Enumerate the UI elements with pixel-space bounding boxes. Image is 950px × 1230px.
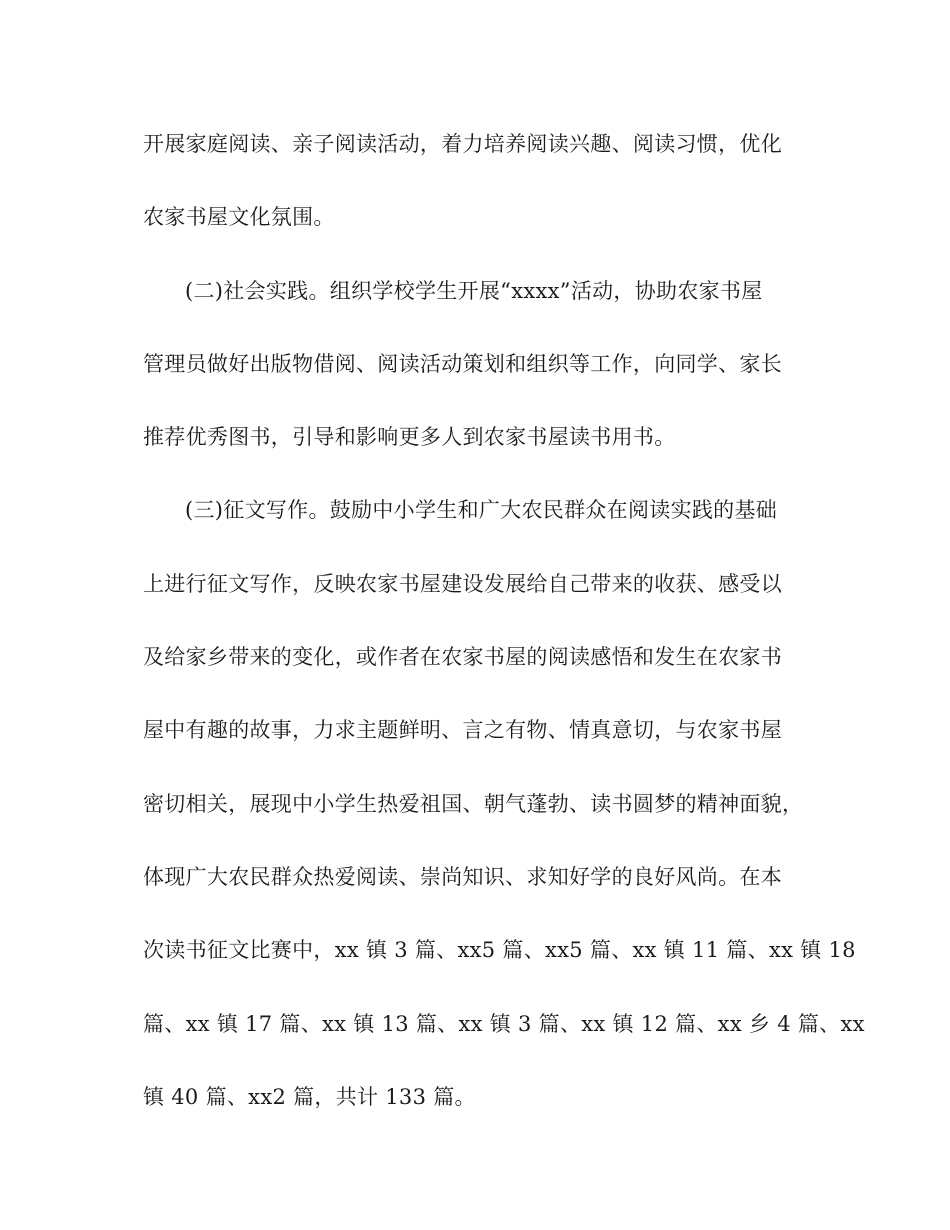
text-line: 管理员做好出版物借阅、阅读活动策划和组织等工作，向同学、家长 xyxy=(143,351,782,376)
text-line: 上进行征文写作，反映农家书屋建设发展给自己带来的收获、感受以 xyxy=(143,571,782,596)
text-line: 体现广大农民群众热爱阅读、崇尚知识、求知好学的良好风尚。在本 xyxy=(143,864,782,889)
text-line: 农家书屋文化氛围。 xyxy=(143,205,335,230)
text-line: 开展家庭阅读、亲子阅读活动，着力培养阅读兴趣、阅读习惯，优化 xyxy=(143,132,782,156)
section-heading-essay-writing: (三)征文写作。鼓励中小学生和广大农民群众在阅读实践的基础 xyxy=(185,498,778,523)
text-line: 次读书征文比赛中，xx 镇 3 篇、xx5 篇、xx5 篇、xx 镇 11 篇、xx 镇 18 xyxy=(143,938,856,963)
text-line: 密切相关，展现中小学生热爱祖国、朝气蓬勃、读书圆梦的精神面貌， xyxy=(143,791,804,816)
text-line: 推荐优秀图书，引导和影响更多人到农家书屋读书用书。 xyxy=(143,425,676,450)
text-line: 镇 40 篇、xx2 篇，共计 133 篇。 xyxy=(143,1084,476,1109)
body-text xyxy=(143,118,865,1144)
text-line: 及给家乡带来的变化，或作者在农家书屋的阅读感悟和发生在农家书 xyxy=(143,645,782,670)
section-heading-social-practice: (二)社会实践。组织学校学生开展“xxxx”活动，协助农家书屋 xyxy=(185,278,763,303)
text-line: 篇、xx 镇 17 篇、xx 镇 13 篇、xx 镇 3 篇、xx 镇 12 篇、xx 乡 4 篇、xx xyxy=(143,1011,865,1036)
text-line: 屋中有趣的故事，力求主题鲜明、言之有物、情真意切，与农家书屋 xyxy=(143,718,782,743)
